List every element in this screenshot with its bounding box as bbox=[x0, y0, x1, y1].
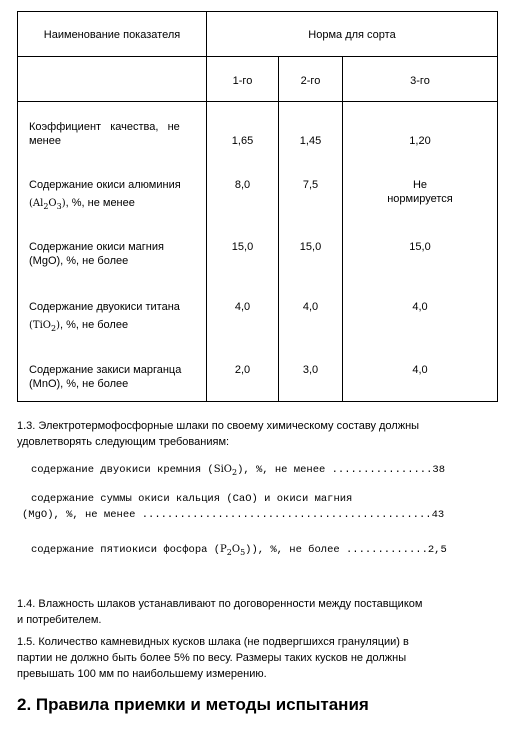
table-cell-value: 4,0 bbox=[302, 301, 319, 313]
paragraph-line: 1.5. Количество камневидных кусков шлака (не подвергшихся грануляции) в bbox=[17, 636, 409, 648]
column-header-grade-3: 3-го bbox=[410, 75, 430, 87]
row-alumina-label-line2: $(Al_2O_3)$, %, не менее bbox=[29, 197, 135, 211]
requirement-p2o5: содержание пятиокиси фосфора $(P_2O_5)$), %, не более .............2,5 bbox=[31, 544, 447, 557]
table-cell-value: 3,0 bbox=[302, 364, 319, 376]
table-cell-value: 1,65 bbox=[231, 135, 254, 147]
table-cell-value: 1,20 bbox=[409, 135, 431, 147]
table-divider bbox=[278, 56, 279, 402]
table-cell-value: 15,0 bbox=[231, 241, 254, 253]
paragraph-line: удовлетворять следующим требованиям: bbox=[17, 436, 230, 448]
table-divider bbox=[17, 101, 498, 102]
paragraph-1-4 bbox=[17, 596, 497, 628]
table-divider bbox=[342, 56, 343, 402]
column-header-indicator: Наименование показателя bbox=[43, 29, 181, 41]
paragraph-line: 1.4. Влажность шлаков устанавливают по договоренности между поставщиком bbox=[17, 598, 423, 610]
chemical-formula: $P_2O_5$ bbox=[220, 544, 246, 557]
table-cell-value: 4,0 bbox=[412, 364, 428, 376]
paragraph-line: 1.3. Электротермофосфорные шлаки по своему химическому составу должны bbox=[17, 420, 420, 432]
row-titania-label-line2: (TiO$_2$), %, не более bbox=[29, 319, 129, 333]
paragraph-1-3 bbox=[17, 418, 497, 450]
row-alumina-label: Содержание окиси алюминия bbox=[29, 179, 181, 191]
chemical-formula: SiO$_2$ bbox=[213, 464, 238, 477]
paragraph-line: и потребителем. bbox=[17, 614, 102, 626]
paragraph-line: превышать 100 мм по наибольшему измерению. bbox=[17, 668, 267, 680]
table-border-bottom bbox=[17, 401, 498, 402]
paragraph-line: партии не должно быть более 5% по весу. Размеры таких кусков не должны bbox=[17, 652, 407, 664]
requirement-silica: содержание двуокиси кремния (SiO$_2$), %, не менее ................38 bbox=[31, 464, 446, 477]
row-titania-label: Содержание двуокиси титана bbox=[29, 301, 180, 313]
table-cell-value: 7,5 bbox=[302, 179, 319, 191]
row-manganese-label: Содержание закиси марганца bbox=[29, 364, 182, 376]
table-border-left bbox=[17, 11, 18, 402]
column-header-norm: Норма для сорта bbox=[308, 29, 396, 41]
chemical-formula: $(Al_2O_3)$ bbox=[29, 198, 66, 211]
requirement-cao-mgo: содержание суммы окиси кальция (CaO) и окиси магния bbox=[31, 493, 353, 505]
table-cell-value-line2: нормируется bbox=[387, 193, 453, 205]
paragraph-1-5 bbox=[17, 634, 497, 682]
row-magnesia-label-line2: (MgO), %, не более bbox=[29, 255, 129, 267]
table-cell-value: 4,0 bbox=[412, 301, 428, 313]
table-cell-value: 8,0 bbox=[234, 179, 251, 191]
table-cell-value: 2,0 bbox=[234, 364, 251, 376]
requirement-cao-mgo-line2: (MgO), %, не менее ..............................................43 bbox=[22, 509, 445, 521]
row-quality-coefficient-label: Коэффициент качества, не bbox=[29, 121, 180, 133]
row-manganese-label-line2: (MnO), %, не более bbox=[29, 378, 129, 390]
table-border-top bbox=[17, 11, 498, 12]
table-cell-value: 15,0 bbox=[299, 241, 322, 253]
row-quality-coefficient-label-line2: менее bbox=[29, 135, 61, 147]
column-header-grade-1: 1-го bbox=[232, 75, 253, 87]
table-cell-value: 1,45 bbox=[299, 135, 322, 147]
table-cell-value: Не bbox=[412, 179, 428, 191]
table-divider bbox=[206, 11, 207, 402]
table-cell-value: 15,0 bbox=[409, 241, 431, 253]
column-header-grade-2: 2-го bbox=[300, 75, 321, 87]
table-cell-value: 4,0 bbox=[234, 301, 251, 313]
row-magnesia-label: Содержание окиси магния bbox=[29, 241, 164, 253]
table-border-right bbox=[497, 11, 498, 402]
table-divider bbox=[17, 56, 498, 57]
chemical-formula: (TiO$_2$) bbox=[29, 320, 60, 333]
section-heading: 2. Правила приемки и методы испытания bbox=[17, 695, 369, 714]
